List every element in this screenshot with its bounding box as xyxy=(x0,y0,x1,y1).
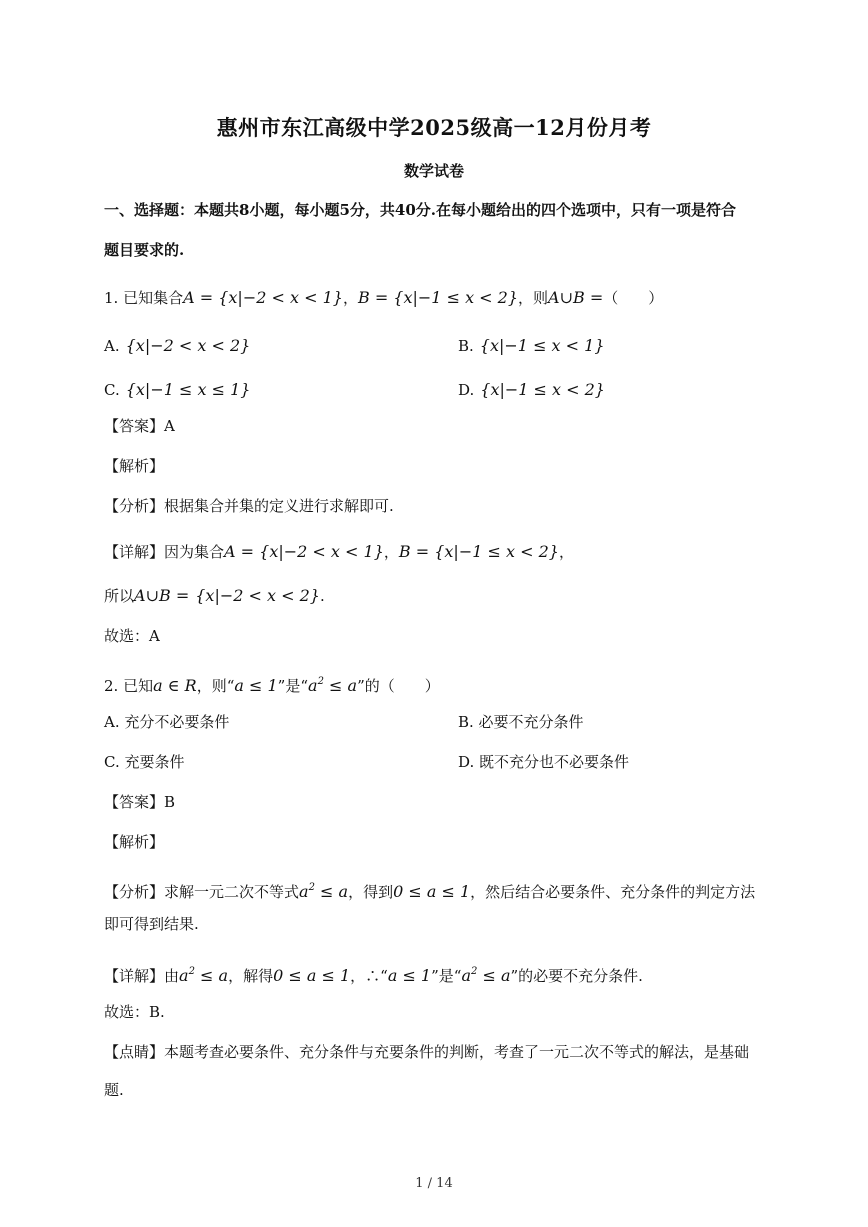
q1-detail-prefix: 【详解】因为集合 xyxy=(104,543,225,561)
q1-comma: ， xyxy=(342,289,358,307)
q2-analysis-prefix: 【分析】求解一元二次不等式 xyxy=(104,883,300,901)
q1-paren: （ ） xyxy=(603,289,664,307)
q2-detail-ineq-base: a xyxy=(179,966,189,985)
q2-q-base: a xyxy=(308,676,318,695)
q2-option-a: A. 充分不必要条件 xyxy=(104,713,230,731)
q2-detail-range: 0 ≤ a ≤ 1 xyxy=(273,966,351,985)
q2-detail-q-exp: 2 xyxy=(471,966,478,977)
q1-detail-comma: ， xyxy=(383,543,399,561)
q2-detail-q-rest: ≤ a xyxy=(477,966,511,985)
q2-detail-ineq-exp: 2 xyxy=(188,966,195,977)
q2-p: a ≤ 1 xyxy=(234,676,278,695)
q1-detail-set-b: B = {x|−1 ≤ x < 2} xyxy=(398,542,559,561)
q2-stem xyxy=(104,672,440,696)
q2-analysis-ineq xyxy=(299,882,348,901)
q2-q-exp: 2 xyxy=(317,676,324,687)
page-title: 惠州市东江高级中学2025级高一12月份月考 xyxy=(216,115,652,140)
q1-then: ，则 xyxy=(518,289,549,307)
q2-analysis-end: ，然后结合必要条件、充分条件的判定方法 xyxy=(470,883,756,901)
q2-comment-line1: 【点睛】本题考查必要条件、充分条件与充要条件的判断，考查了一元二次不等式的解法，是基础 xyxy=(104,1043,750,1061)
q1-option-d-label: D. xyxy=(458,381,475,399)
q1-option-b-label: B. xyxy=(458,337,474,355)
q2-analysis-mid: ，得到 xyxy=(348,883,394,901)
q2-detail-ineq xyxy=(179,966,228,985)
q1-analysis: 【分析】根据集合并集的定义进行求解即可. xyxy=(104,497,394,515)
q1-so-set: {x|−2 < x < 2} xyxy=(195,586,320,605)
q2-detail-end: ”的必要不充分条件. xyxy=(510,967,643,985)
q1-option-d xyxy=(458,380,605,400)
q1-so-union: A∪B = xyxy=(134,586,190,605)
section-heading-line1: 一、选择题：本题共8小题，每小题5分，共40分.在每小题给出的四个选项中，只有一项是符合 xyxy=(104,201,736,219)
q1-option-c-label: C. xyxy=(104,381,120,399)
q1-detail-end: ， xyxy=(558,543,574,561)
q1-detail xyxy=(104,542,574,562)
q1-stem xyxy=(104,288,663,308)
q2-analysis xyxy=(104,878,755,902)
q2-comment-line2: 题. xyxy=(104,1081,124,1099)
q2-stem-end: ”的（ ） xyxy=(357,677,440,695)
q1-set-b: B = {x|−1 ≤ x < 2} xyxy=(357,288,519,307)
q2-jiexi: 【解析】 xyxy=(104,833,165,851)
q2-cond: a ∈ R xyxy=(153,676,197,695)
q2-answer: 【答案】B xyxy=(104,793,176,811)
q2-q xyxy=(308,676,357,695)
page-subtitle: 数学试卷 xyxy=(403,162,464,180)
q1-choose: 故选：A xyxy=(104,627,160,645)
section-heading-line2: 题目要求的. xyxy=(104,241,185,259)
q1-union: A∪B = xyxy=(548,288,604,307)
q2-detail-q xyxy=(461,966,510,985)
q2-detail-ineq-rest: ≤ a xyxy=(194,966,229,985)
q1-option-b xyxy=(458,336,605,356)
q2-stem-mid1: ，则“ xyxy=(196,677,235,695)
q1-option-a-label: A. xyxy=(104,337,120,355)
q1-stem-prefix: 1. 已知集合 xyxy=(104,289,184,307)
q2-option-c: C. 充要条件 xyxy=(104,753,185,771)
q1-conclusion xyxy=(104,586,325,606)
q2-choose: 故选：B. xyxy=(104,1003,165,1021)
q2-detail-prefix: 【详解】由 xyxy=(104,967,180,985)
q1-option-a xyxy=(104,336,250,356)
q2-detail-p: a ≤ 1 xyxy=(387,966,432,985)
q2-option-b: B. 必要不充分条件 xyxy=(458,713,584,731)
q2-q-rest: ≤ a xyxy=(323,676,358,695)
q2-detail-q-base: a xyxy=(461,966,471,985)
q2-stem-mid2: ”是“ xyxy=(277,677,309,695)
q2-detail xyxy=(104,962,643,986)
q2-detail-mid: ，解得 xyxy=(228,967,274,985)
q1-option-c-value: {x|−1 ≤ x ≤ 1} xyxy=(125,380,251,399)
q1-detail-set-a: A = {x|−2 < x < 1} xyxy=(224,542,384,561)
q1-option-a-value: {x|−2 < x < 2} xyxy=(125,336,251,355)
q2-option-d: D. 既不充分也不必要条件 xyxy=(458,753,630,771)
q1-option-c xyxy=(104,380,250,400)
q2-analysis-range: 0 ≤ a ≤ 1 xyxy=(393,882,471,901)
q2-detail-therefore: ，∴“ xyxy=(350,967,388,985)
q1-answer: 【答案】A xyxy=(104,417,175,435)
q2-analysis-ineq-exp: 2 xyxy=(308,882,315,893)
q2-stem-prefix: 2. 已知 xyxy=(104,677,154,695)
q1-so-prefix: 所以 xyxy=(104,587,135,605)
q2-analysis-line2: 即可得到结果. xyxy=(104,915,199,933)
q1-set-a: A = {x|−2 < x < 1} xyxy=(183,288,343,307)
q2-analysis-ineq-rest: ≤ a xyxy=(314,882,349,901)
q2-detail-is: ”是“ xyxy=(431,967,462,985)
q1-jiexi: 【解析】 xyxy=(104,457,165,475)
q1-so-end: . xyxy=(319,587,325,605)
q2-analysis-ineq-base: a xyxy=(299,882,309,901)
q1-option-b-value: {x|−1 ≤ x < 1} xyxy=(479,336,605,355)
q1-option-d-value: {x|−1 ≤ x < 2} xyxy=(480,380,605,399)
page-number: 1 / 14 xyxy=(415,1176,453,1191)
